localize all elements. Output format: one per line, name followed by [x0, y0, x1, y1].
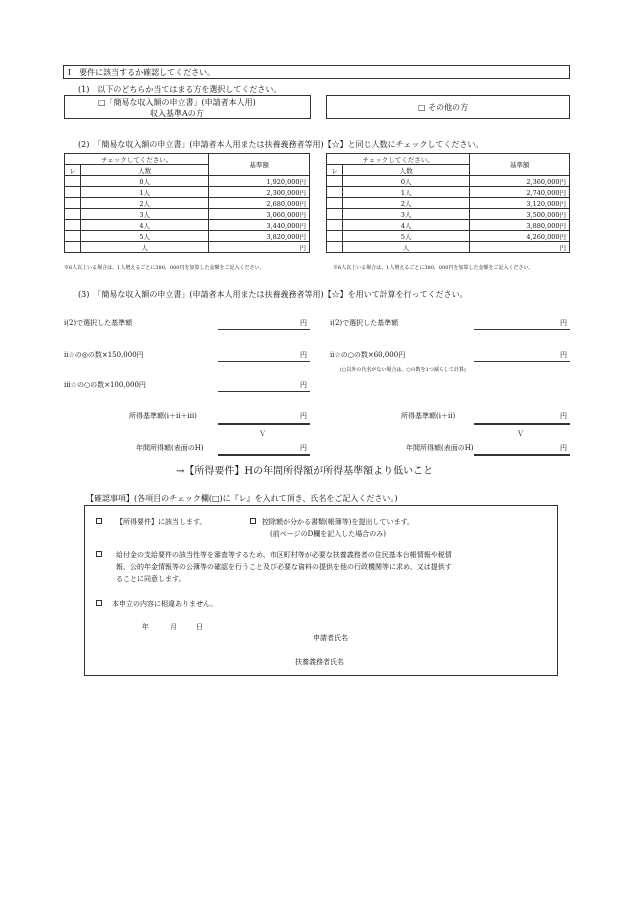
option-b-label[interactable]: □ その他の方 [418, 103, 469, 112]
table-row [327, 176, 570, 187]
amount-header: 基準額 [209, 154, 310, 176]
yen: 円 [300, 319, 307, 327]
calc-left-3: ⅲ☆の○の数×100,000円 [64, 381, 146, 389]
people-cell: 2人 [342, 198, 469, 209]
date-month: 月 [170, 623, 177, 631]
yen: 円 [560, 412, 567, 420]
row-checkbox-cell[interactable] [327, 242, 343, 253]
calc-left-3-line[interactable] [218, 391, 310, 392]
checkbox-deduction-docs[interactable] [250, 518, 256, 524]
amount-cell: 3,440,000円 [209, 220, 310, 231]
people-cell: 人 [80, 242, 208, 253]
calc-left-1: ⅰ(2)で選択した基準額 [64, 319, 133, 327]
table-row [65, 231, 310, 242]
row-checkbox-cell[interactable] [65, 242, 81, 253]
row-checkbox-cell[interactable] [327, 209, 343, 220]
amount-cell: 2,680,000円 [209, 198, 310, 209]
calc-left-5-line[interactable] [218, 454, 310, 456]
calc-left-1-line[interactable] [218, 329, 310, 330]
row-checkbox-cell[interactable] [327, 198, 343, 209]
calc-right-5-line[interactable] [474, 454, 570, 456]
amount-cell: 1,920,000円 [209, 176, 310, 187]
calc-left-4-line[interactable] [218, 423, 310, 425]
confirm-item-3-line2: 報、公的年金情報等の公簿等の確認を行うこと及び必要な資料の提供を他の行政機関等に求め、又は提供す [116, 563, 452, 571]
people-cell: 5人 [342, 231, 469, 242]
criteria-table-right [326, 153, 570, 253]
date-day: 日 [196, 623, 203, 631]
row-checkbox-cell[interactable] [65, 209, 81, 220]
yen: 円 [300, 351, 307, 359]
criteria-table-left [64, 153, 310, 253]
yen: 円 [300, 381, 307, 389]
amount-cell: 3,820,000円 [209, 231, 310, 242]
calc-right-1: ⅰ(2)で選択した基準額 [330, 319, 399, 327]
option-a-label-2: 収入基準Aの方 [150, 109, 204, 118]
row-checkbox-cell[interactable] [327, 220, 343, 231]
amount-cell: 3,120,000円 [470, 198, 570, 209]
calc-right-4: 所得基準額(ⅰ＋ⅱ) [401, 412, 456, 420]
row-checkbox-cell[interactable] [65, 231, 81, 242]
applicant-name-label: 申請者氏名 [313, 634, 348, 642]
row-checkbox-cell[interactable] [327, 176, 343, 187]
amount-cell: 3,060,000円 [209, 209, 310, 220]
check-col-header: レ [65, 165, 81, 176]
yen: 円 [560, 444, 567, 452]
people-cell: 4人 [80, 220, 208, 231]
table-row [65, 187, 310, 198]
amount-cell: 4,260,000円 [470, 231, 570, 242]
calc-left-2-line[interactable] [218, 361, 310, 362]
table-row [65, 176, 310, 187]
note-left: ※6人以上いる場合は、1人増えるごとに380，000円を加算した金額をご記入ください。 [64, 265, 265, 271]
check-col-header: レ [327, 165, 343, 176]
yen: 円 [560, 319, 567, 327]
amount-cell: 2,740,000円 [470, 187, 570, 198]
table-row [65, 198, 310, 209]
s3-title: (3) 「簡易な収入額の申立書」(申請者本人用または扶養義務者等用)【☆】を用いて計算を行ってください。 [78, 290, 468, 299]
amount-cell: 3,500,000円 [470, 209, 570, 220]
people-cell: 4人 [342, 220, 469, 231]
calc-right-2: ⅱ☆の○の数×60,000円 [330, 351, 406, 359]
confirm-item-1: 【所得要件】に該当します。 [116, 518, 207, 526]
amount-cell: 2,300,000円 [209, 187, 310, 198]
compare-sign: Ｖ [517, 430, 524, 438]
confirm-title: 【確認事項】(各項目のチェック欄(□)に『レ』を入れて頂き、氏名をご記入ください。) [86, 494, 398, 503]
calc-right-1-line[interactable] [474, 329, 570, 330]
calc-left-4: 所得基準額(ⅰ＋ⅱ＋ⅲ) [129, 412, 197, 420]
confirm-item-2-sub: (前ページのD欄を記入した場合のみ) [270, 530, 386, 538]
checkbox-consent[interactable] [96, 551, 102, 557]
row-checkbox-cell[interactable] [65, 198, 81, 209]
table-row [327, 209, 570, 220]
row-checkbox-cell[interactable] [65, 220, 81, 231]
checkbox-income-requirement[interactable] [96, 518, 102, 524]
option-a-label-1[interactable]: □「簡易な収入額の申立書」(申請者本人用) [98, 98, 256, 107]
s1-title: (1) 以下のどちらか当てはまる方を選択してください。 [78, 85, 282, 94]
amount-header: 基準額 [470, 154, 570, 176]
people-cell: 人 [342, 242, 469, 253]
checkbox-no-discrepancy[interactable] [96, 600, 102, 606]
calc-left-2: ⅱ☆の◎の数×150,000円 [64, 351, 144, 359]
supporter-name-label: 扶養義務者氏名 [295, 658, 344, 666]
row-checkbox-cell[interactable] [327, 231, 343, 242]
check-header: チェックしてください。 [65, 154, 209, 165]
yen: 円 [560, 351, 567, 359]
row-checkbox-cell[interactable] [65, 176, 81, 187]
table-row [327, 242, 570, 253]
yen: 円 [300, 444, 307, 452]
confirm-item-2: 控除額が分かる書類(帳簿等)を提出しています。 [262, 518, 414, 526]
confirm-item-4: 本申立の内容に相違ありません。 [112, 600, 218, 608]
calc-right-2-note: (○以外の氏名がない場合は、○の数を1つ減らして計算) [340, 367, 466, 373]
people-cell: 3人 [342, 209, 469, 220]
row-checkbox-cell[interactable] [327, 187, 343, 198]
income-requirement-conclusion: →【所得要件】Hの年間所得額が所得基準額より低いこと [176, 466, 434, 477]
table-row [65, 242, 310, 253]
check-header: チェックしてください。 [327, 154, 470, 165]
confirm-item-3-line1: 給付金の支給要件の該当性等を審査等するため、市区町村等が必要な扶養義務者の住民基本台帳情報や税情 [116, 551, 452, 559]
confirm-item-3-line3: ることに同意します。 [116, 575, 186, 583]
amount-cell: 円 [209, 242, 310, 253]
note-right: ※6人以上いる場合は、1人増えるごとに380，000円を加算した金額をご記入ください。 [333, 265, 534, 271]
people-cell: 3人 [80, 209, 208, 220]
s2-title: (2) 「簡易な収入額の申立書」(申請者本人用または扶養義務者等用)【☆】と同じ人数にチェックしてください。 [78, 140, 484, 149]
people-cell: 0人 [80, 176, 208, 187]
compare-sign: Ｖ [259, 430, 266, 438]
table-row [327, 220, 570, 231]
people-cell: 5人 [80, 231, 208, 242]
people-col-header: 人数 [342, 165, 469, 176]
calc-right-2-line[interactable] [474, 361, 570, 362]
people-cell: 1人 [80, 187, 208, 198]
yen: 円 [300, 412, 307, 420]
amount-cell: 円 [470, 242, 570, 253]
calc-right-4-line[interactable] [474, 423, 570, 425]
people-col-header: 人数 [80, 165, 208, 176]
people-cell: 0人 [342, 176, 469, 187]
calc-left-5: 年間所得額(表面のH) [136, 444, 204, 452]
section-header: Ⅰ 要件に該当するか確認してください。 [68, 68, 216, 77]
table-row [327, 231, 570, 242]
people-cell: 2人 [80, 198, 208, 209]
table-row [327, 198, 570, 209]
amount-cell: 2,360,000円 [470, 176, 570, 187]
amount-cell: 3,880,000円 [470, 220, 570, 231]
row-checkbox-cell[interactable] [65, 187, 81, 198]
people-cell: 1人 [342, 187, 469, 198]
calc-right-5: 年間所得額(表面のH) [406, 444, 474, 452]
table-row [65, 209, 310, 220]
table-row [327, 187, 570, 198]
table-row [65, 220, 310, 231]
date-year: 年 [142, 623, 149, 631]
